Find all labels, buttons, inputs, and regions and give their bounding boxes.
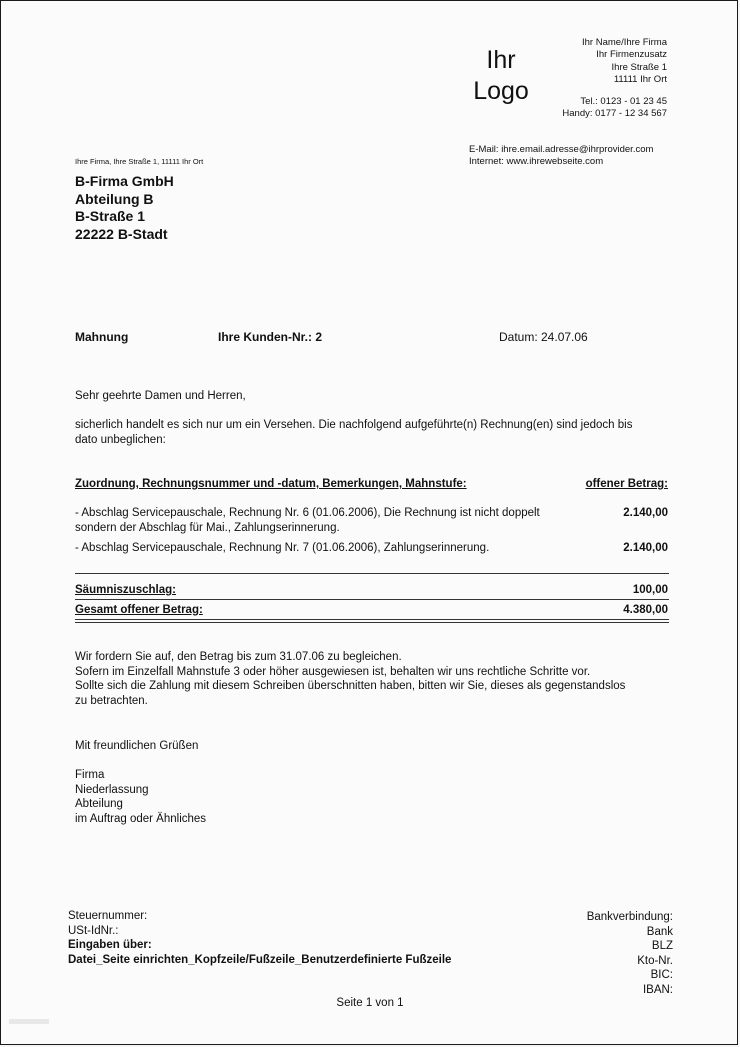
invoice-row-description: [75, 541, 575, 556]
footer-instruction: Datei_Seite einrichten_Kopfzeile/Fußzeile_Benutzerdefinierte Fußzeile: [68, 953, 452, 966]
account-number-label: Kto-Nr.: [637, 954, 673, 967]
recipient-company: B-Firma GmbH: [75, 173, 174, 189]
phone: Tel.: 0123 - 01 23 45: [580, 96, 667, 107]
corner-mark: [9, 1019, 49, 1024]
closing-line: Sollte sich die Zahlung mit diesem Schreiben überschnitten haben, bitten wir Sie, dieses als gegenstandslos: [75, 680, 626, 693]
greeting: Mit freundlichen Grüßen: [75, 740, 199, 752]
bic-label: BIC:: [650, 969, 673, 982]
signature-line: Firma: [75, 769, 105, 781]
footer-bank-info: [541, 910, 673, 998]
email: E-Mail: ihre.email.adresse@ihrprovider.com: [469, 144, 654, 155]
sender-addition: Ihr Firmenzusatz: [596, 49, 667, 61]
recipient-department: Abteilung B: [75, 190, 154, 207]
intro-paragraph: [75, 418, 675, 447]
logo-line: Ihr: [486, 46, 516, 74]
recipient-street: B-Straße 1: [75, 208, 146, 224]
logo-line: Logo: [473, 77, 529, 105]
signature-block: [75, 768, 675, 826]
bank-name-label: Bank: [646, 925, 673, 938]
intro-line: sicherlich handelt es sich nur um ein Versehen. Die nachfolgend aufgeführte(n) Rechnung(en) sind jedoch bis: [75, 419, 633, 431]
return-address: Ihre Firma, Ihre Straße 1, 11111 Ihr Ort: [75, 157, 204, 166]
salutation: Sehr geehrte Damen und Herren,: [75, 390, 246, 402]
recipient-address: [75, 173, 174, 243]
recipient-city: 22222 B-Stadt: [75, 225, 168, 242]
sender-city: 11111 Ihr Ort: [613, 74, 667, 86]
online-contact-block: [469, 144, 653, 169]
invoice-row-description: [75, 506, 575, 535]
table-divider: [75, 599, 669, 600]
header-amount: offener Betrag:: [585, 478, 668, 490]
sender-name: Ihr Name/Ihre Firma: [582, 37, 667, 48]
invoice-row-amount: 2.140,00: [623, 507, 668, 519]
table-divider: [75, 573, 669, 574]
total-underline: [75, 619, 669, 620]
header-description: Zuordnung, Rechnungsnummer und -datum, Bemerkungen, Mahnstufe:: [75, 478, 467, 490]
late-fee-label: Säumniszuschlag:: [75, 584, 176, 596]
document-date: Datum: 24.07.06: [499, 330, 588, 344]
invoice-table-header: [75, 477, 668, 492]
input-via-label: Eingaben über:: [68, 939, 152, 952]
total-amount: 4.380,00: [623, 604, 668, 616]
total-label: Gesamt offener Betrag:: [75, 604, 203, 616]
mobile: Handy: 0177 - 12 34 567: [562, 108, 667, 120]
late-fee-row: [75, 583, 668, 598]
closing-line: Sofern im Einzelfall Mahnstufe 3 oder höher ausgewiesen ist, behalten wir uns rechtliche Schritte vor.: [75, 665, 591, 678]
invoice-row-amount: 2.140,00: [623, 542, 668, 554]
intro-line: dato unbeglichen:: [75, 433, 166, 446]
closing-line: Wir fordern Sie auf, den Betrag bis zum 31.07.06 zu begleichen.: [75, 651, 402, 663]
total-double-underline: [75, 622, 669, 623]
customer-number: Ihre Kunden-Nr.: 2: [218, 330, 323, 344]
description-line: - Abschlag Servicepauschale, Rechnung Nr. 7 (01.06.2006), Zahlungserinnerung.: [75, 542, 490, 554]
total-row: [75, 603, 668, 618]
sender-street: Ihre Straße 1: [611, 61, 667, 73]
late-fee-amount: 100,00: [632, 584, 668, 596]
bank-code-label: BLZ: [651, 940, 673, 953]
vat-id-label: USt-IdNr.:: [68, 924, 119, 937]
sender-block: [521, 37, 667, 87]
website: Internet: www.ihrewebseite.com: [469, 156, 604, 168]
description-line: sondern der Abschlag für Mai., Zahlungserinnerung.: [75, 521, 340, 534]
closing-line: zu betrachten.: [75, 694, 148, 707]
tax-number-label: Steuernummer:: [68, 910, 148, 922]
contact-block: [521, 96, 667, 121]
page-number: Seite 1 von 1: [336, 997, 404, 1009]
footer-tax-info: [68, 909, 451, 967]
signature-line: im Auftrag oder Ähnliches: [75, 812, 207, 825]
description-line: - Abschlag Servicepauschale, Rechnung Nr. 6 (01.06.2006), Die Rechnung ist nicht doppelt: [75, 507, 540, 519]
invoice-row: [75, 541, 668, 556]
closing-paragraph: [75, 650, 675, 708]
signature-line: Abteilung: [75, 798, 123, 811]
invoice-row: [75, 506, 668, 535]
signature-line: Niederlassung: [75, 783, 149, 796]
document-title: Mahnung: [75, 330, 129, 344]
bank-details-label: Bankverbindung:: [586, 911, 673, 923]
iban-label: IBAN:: [642, 983, 673, 996]
